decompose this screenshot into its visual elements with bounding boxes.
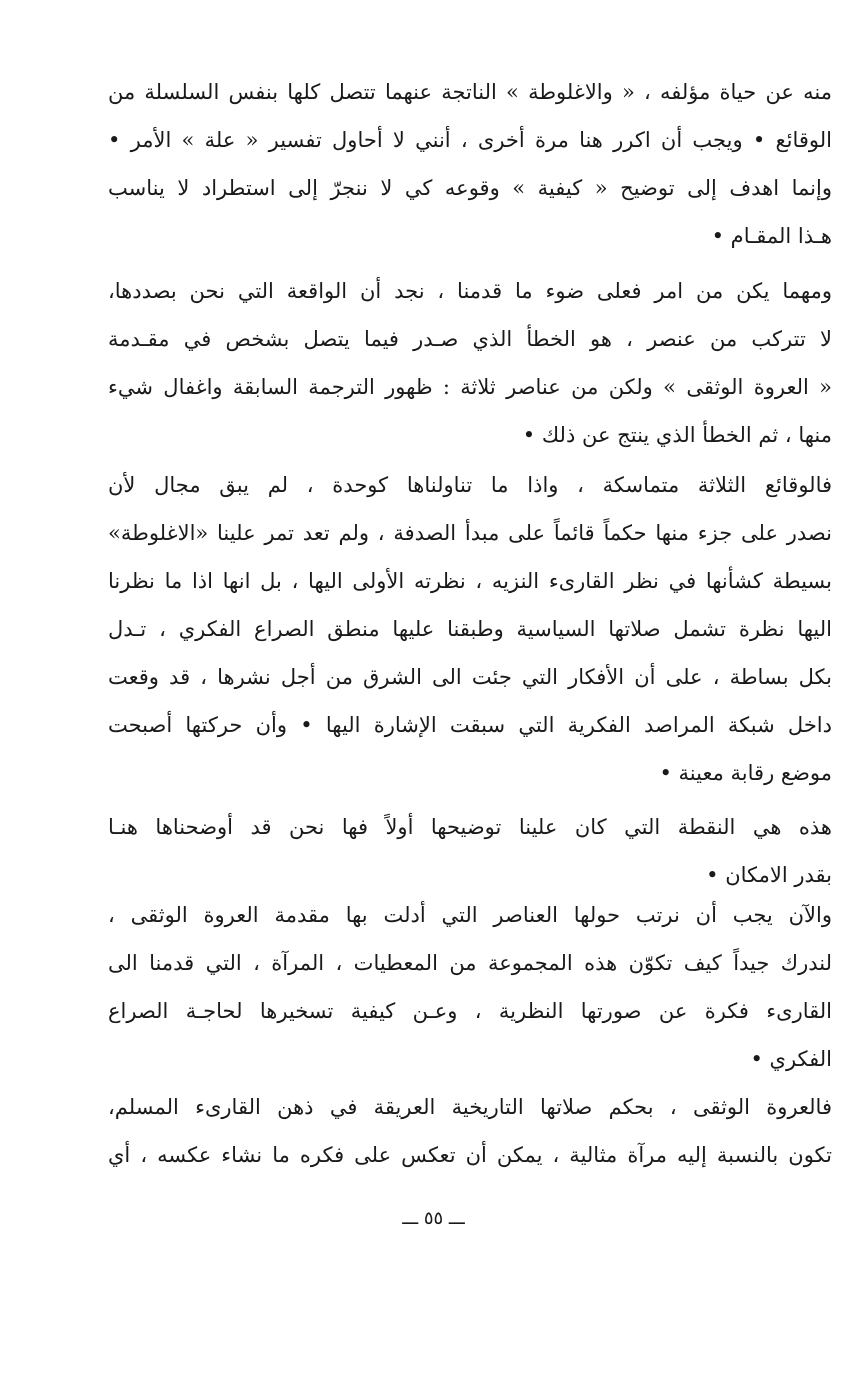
text-line: القارىء فكرة عن صورتها النظرية ، وعـن كيفية تسخيرها لحاجـة الصراع — [108, 999, 832, 1023]
text-line: فالوقائع الثلاثة متماسكة ، واذا ما تناولناها كوحدة ، لم يبق مجال لأن — [108, 473, 832, 497]
paragraph-2 — [108, 267, 832, 459]
text-line: نصدر على جزء منها حكماً قائماً على مبدأ الصدفة ، ولم تعد تمر علينا «الاغلوطة» — [108, 521, 832, 545]
text-line: موضع رقابة معينة • — [659, 761, 832, 785]
text-line: لندرك جيداً كيف تكوّن هذه المجموعة من المعطيات ، المرآة ، التي قدمنا الى — [108, 951, 832, 975]
text-line: الوقائع • ويجب أن اكرر هنا مرة أخرى ، أنني لا أحاول تفسير « علة » الأمر • — [108, 128, 832, 152]
text-line: منها ، ثم الخطأ الذي ينتج عن ذلك • — [522, 423, 832, 447]
text-line: بكل بساطة ، على أن الأفكار التي جئت الى الشرق من أجل نشرها ، قد وقعت — [108, 665, 832, 689]
paragraph-6 — [108, 1083, 832, 1179]
text-line: لا تتركب من عنصر ، هو الخطأ الذي صـدر فيما يتصل بشخص في مقـدمة — [108, 327, 832, 351]
text-line: الفكري • — [750, 1047, 832, 1071]
page-number: ـــ ٥٥ ـــ — [402, 1208, 465, 1229]
paragraph-5 — [108, 891, 832, 1083]
text-line: هـذا المقـام • — [711, 224, 832, 248]
paragraph-3 — [108, 461, 832, 797]
text-line: والآن يجب أن نرتب حولها العناصر التي أدلت بها مقدمة العروة الوثقى ، — [108, 903, 832, 927]
paragraph-4 — [108, 803, 832, 899]
text-line: تكون بالنسبة إليه مرآة مثالية ، يمكن أن تعكس على فكره ما نشاء عكسه ، أي — [108, 1143, 832, 1167]
text-line: اليها نظرة تشمل صلاتها السياسية وطبقنا عليها منطق الصراع الفكري ، تـدل — [108, 617, 832, 641]
text-line: هذه هي النقطة التي كان علينا توضيحها أولاً فها نحن قد أوضحناها هنـا — [108, 815, 832, 839]
text-line: « العروة الوثقى » ولكن من عناصر ثلاثة : ظهور الترجمة السابقة واغفال شيء — [108, 375, 832, 399]
text-line: بسيطة كشأنها في نظر القارىء النزيه ، نظرته الأولى اليها ، بل انها اذا ما نظرنا — [108, 569, 832, 593]
text-line: وإنما اهدف إلى توضيح « كيفية » وقوعه كي لا ننجرّ إلى استطراد لا يناسب — [108, 176, 832, 200]
paragraph-1 — [108, 68, 832, 260]
text-line: منه عن حياة مؤلفه ، « والاغلوطة » الناتجة عنهما تتصل كلها بنفس السلسلة من — [108, 80, 832, 104]
text-line: بقدر الامكان • — [706, 863, 832, 887]
text-line: داخل شبكة المراصد الفكرية التي سبقت الإشارة اليها • وأن حركتها أصبحت — [108, 713, 832, 737]
text-line: فالعروة الوثقى ، بحكم صلاتها التاريخية العريقة في ذهن القارىء المسلم، — [108, 1095, 832, 1119]
text-line: ومهما يكن من امر فعلى ضوء ما قدمنا ، نجد أن الواقعة التي نحن بصددها، — [108, 279, 832, 303]
